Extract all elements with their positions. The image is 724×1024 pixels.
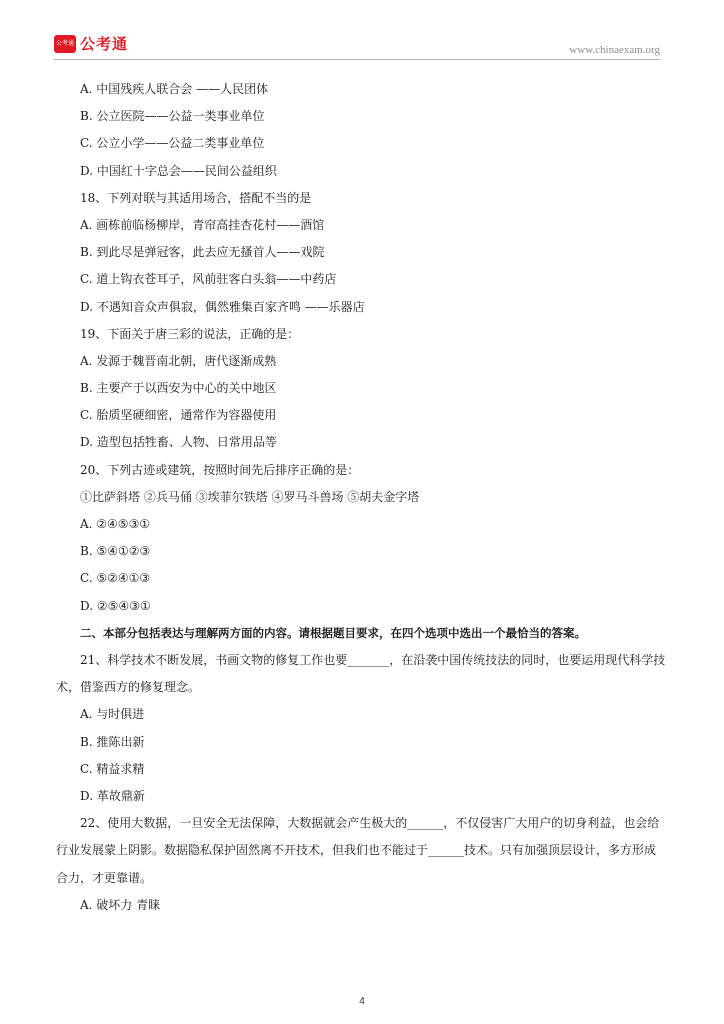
header-divider [54, 59, 660, 60]
question-text: 19、下面关于唐三彩的说法，正确的是： [80, 326, 300, 341]
question-22-stem: 22、使用大数据，一旦安全无法保障，大数据就会产生极大的______，不仅侵害广大用户的切身利益，也会给行业发展蒙上阴影。数据隐私保护固然离不开技术，但我们也不能过于______技术。只有加强顶层设计，多方形成合力，才更靠谱。 [56, 816, 660, 885]
answer-option: B. ⑤④①②③ [80, 544, 151, 559]
question-22-options [80, 892, 666, 919]
answer-option: D. ②⑤④③① [80, 598, 151, 613]
logo-text: 公考通 [80, 35, 129, 53]
site-url: www.chinaexam.org [569, 44, 660, 56]
answer-option: C. 公立小学——公益二类事业单位 [80, 136, 265, 151]
answer-option: B. 公立医院——公益一类事业单位 [80, 109, 265, 124]
question-text: ①比萨斜塔 ②兵马俑 ③埃菲尔铁塔 ④罗马斗兽场 ⑤胡夫金字塔 [80, 489, 420, 504]
question-21-options [80, 701, 666, 810]
answer-option: A. 画栋前临杨柳岸，青帘高挂杏花村——酒馆 [80, 217, 325, 232]
answer-option: A. 中国残疾人联合会 ——人民团体 [80, 82, 269, 96]
page-number: 4 [359, 996, 365, 1007]
question-text: 20、下列古迹或建筑，按照时间先后排序正确的是： [80, 462, 360, 477]
answer-option: A. 与时俱进 [80, 707, 145, 722]
page-header [0, 0, 724, 62]
answer-option: D. 中国红十字总会——民间公益组织 [80, 163, 277, 178]
question-text: 18、下列对联与其适用场合，搭配不当的是 [80, 190, 312, 205]
answer-option: D. 不遇知音众声俱寂，偶然雅集百家齐鸣 ——乐器店 [80, 299, 365, 314]
answer-option: C. 道上钩衣苍耳子，风前驻客白头翁——中药店 [80, 272, 337, 287]
answer-option: B. 到此尽是弹冠客，此去应无搔首人——戏院 [80, 245, 325, 260]
answer-option: C. ⑤②④①③ [80, 571, 151, 586]
question-lines [80, 76, 666, 647]
answer-option: A. 发源于魏晋南北朝，唐代逐渐成熟 [80, 353, 277, 368]
document-body [56, 76, 666, 919]
logo-badge-icon: 公考通 [54, 35, 76, 53]
answer-option: A. ②④⑤③① [80, 517, 151, 531]
answer-option: C. 胎质坚硬细密，通常作为容器使用 [80, 408, 277, 423]
section-heading: 二、本部分包括表达与理解两方面的内容。请根据题目要求，在四个选项中选出一个最恰当的答案。 [80, 625, 586, 640]
logo [54, 33, 128, 54]
answer-option: D. 造型包括牲畜、人物、日常用品等 [80, 435, 277, 450]
answer-option: D. 革故鼎新 [80, 788, 145, 803]
question-21-stem: 21、科学技术不断发展，书画文物的修复工作也要_______，在沿袭中国传统技法的同时，也要运用现代科学技术，借鉴西方的修复理念。 [56, 652, 666, 695]
answer-option: A. 破坏力 青睐 [80, 897, 161, 912]
answer-option: B. 推陈出新 [80, 734, 145, 749]
answer-option: C. 精益求精 [80, 761, 145, 776]
answer-option: B. 主要产于以西安为中心的关中地区 [80, 381, 277, 396]
